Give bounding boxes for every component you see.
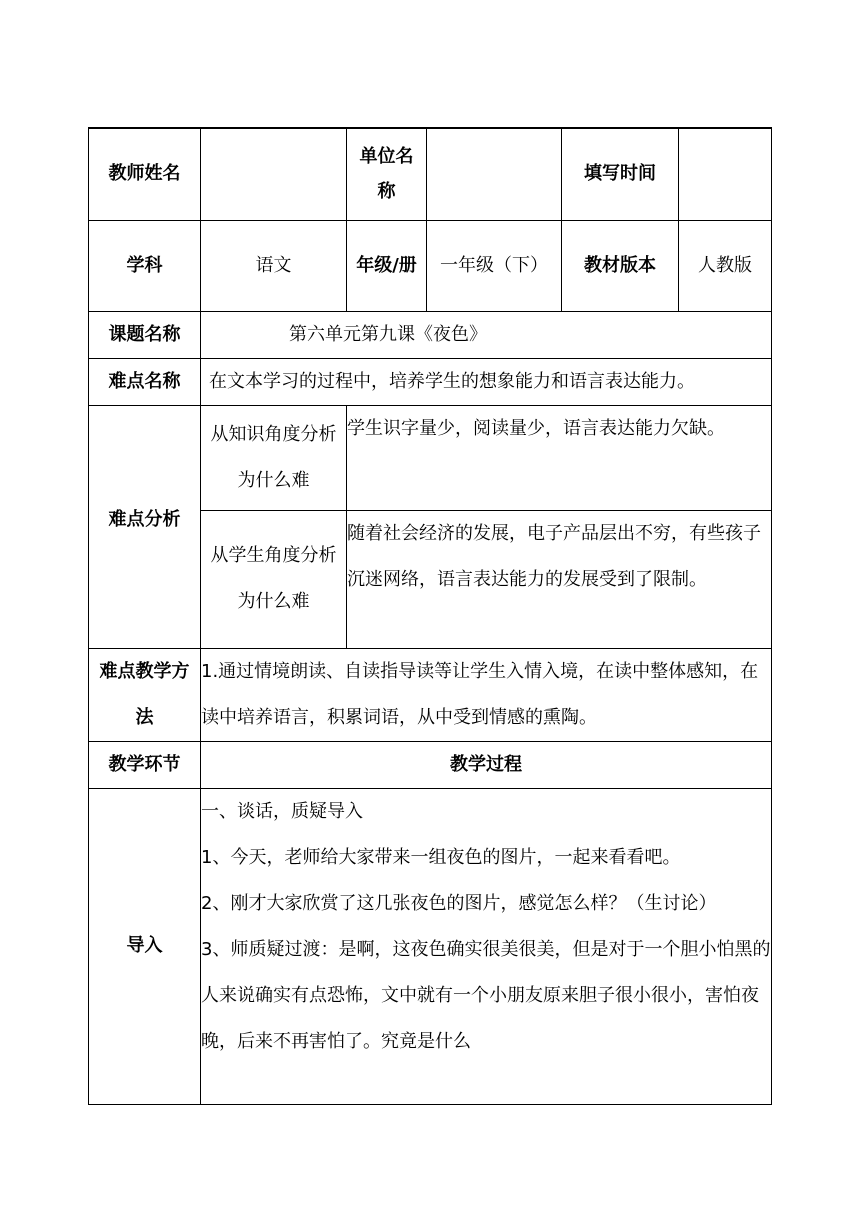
intro-line: 一、谈话，质疑导入 bbox=[201, 800, 363, 822]
fill-time-label: 填写时间 bbox=[562, 128, 679, 220]
difficulty-label: 难点名称 bbox=[89, 358, 201, 405]
lesson-title-label: 课题名称 bbox=[89, 311, 201, 358]
subject-label: 学科 bbox=[89, 220, 201, 311]
unit-name-value bbox=[427, 128, 562, 220]
lesson-title-value: 第六单元第九课《夜色》 bbox=[201, 311, 772, 358]
analysis-label: 难点分析 bbox=[89, 405, 201, 648]
method-row bbox=[89, 648, 772, 741]
grade-label: 年级/册 bbox=[347, 220, 427, 311]
knowledge-angle-value: 学生识字量少，阅读量少，语言表达能力欠缺。 bbox=[347, 405, 772, 510]
fill-time-value bbox=[679, 128, 772, 220]
analysis-row-knowledge bbox=[89, 405, 772, 510]
intro-line: 1、今天，老师给大家带来一组夜色的图片，一起来看看吧。 bbox=[201, 846, 681, 868]
unit-name-label: 单位名称 bbox=[347, 128, 427, 220]
student-angle-value: 随着社会经济的发展，电子产品层出不穷，有些孩子沉迷网络，语言表达能力的发展受到了限制。 bbox=[347, 510, 772, 648]
intro-row bbox=[89, 788, 772, 1104]
difficulty-value: 在文本学习的过程中，培养学生的想象能力和语言表达能力。 bbox=[201, 358, 772, 405]
lesson-plan-table bbox=[88, 127, 772, 1105]
subject-row bbox=[89, 220, 772, 311]
edition-label: 教材版本 bbox=[562, 220, 679, 311]
edition-value: 人教版 bbox=[679, 220, 772, 311]
header-row bbox=[89, 128, 772, 220]
process-label: 教学过程 bbox=[201, 741, 772, 788]
student-angle-label: 从学生角度分析为什么难 bbox=[201, 510, 347, 648]
subject-value: 语文 bbox=[201, 220, 347, 311]
grade-value: 一年级（下） bbox=[427, 220, 562, 311]
intro-label: 导入 bbox=[89, 788, 201, 1104]
teacher-name-label: 教师姓名 bbox=[89, 128, 201, 220]
lesson-row bbox=[89, 311, 772, 358]
method-value: 1.通过情境朗读、自读指导读等让学生入情入境，在读中整体感知，在读中培养语言，积累词语，从中受到情感的熏陶。 bbox=[201, 648, 772, 741]
teacher-name-value bbox=[201, 128, 347, 220]
intro-line: 3、师质疑过渡：是啊，这夜色确实很美很美，但是对于一个胆小怕黑的人来说确实有点恐怖，文中就有一个小朋友原来胆子很小很小，害怕夜晚，后来不再害怕了。究竟是什么 bbox=[201, 938, 771, 1052]
difficulty-row bbox=[89, 358, 772, 405]
method-label: 难点教学方法 bbox=[89, 648, 201, 741]
intro-content bbox=[201, 788, 772, 1104]
intro-line: 2、刚才大家欣赏了这几张夜色的图片，感觉怎么样？（生讨论） bbox=[201, 892, 717, 914]
section-label: 教学环节 bbox=[89, 741, 201, 788]
process-header-row bbox=[89, 741, 772, 788]
knowledge-angle-label: 从知识角度分析为什么难 bbox=[201, 405, 347, 510]
